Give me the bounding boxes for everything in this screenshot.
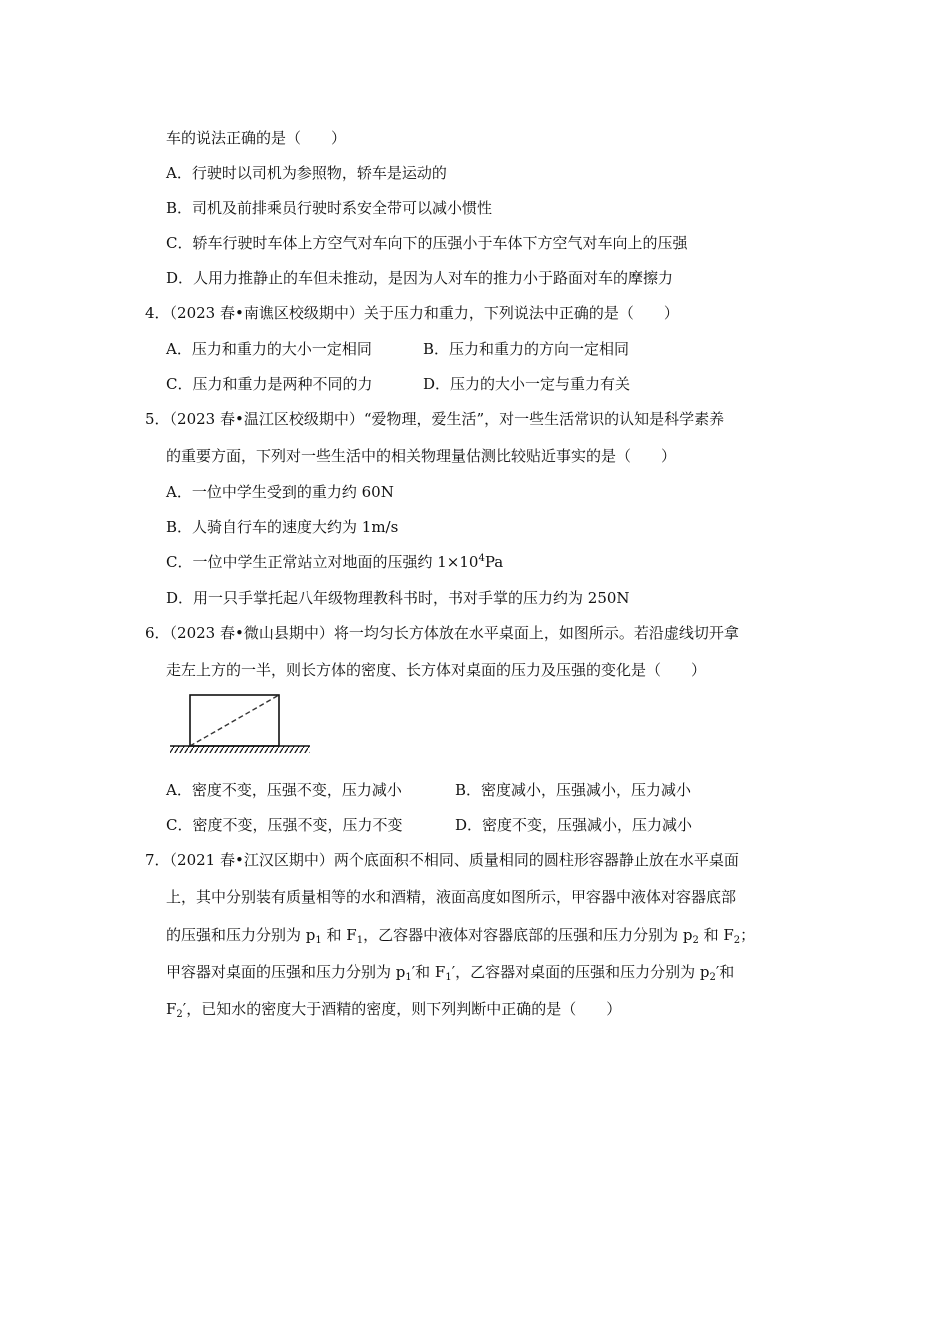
q7-line1: 7．（2021 春•江汉区期中）两个底面积不相同、质量相同的圆柱形容器静止放在水平桌面 [145,851,739,869]
q4-options-row1 [166,339,866,359]
q6-option-a: A．密度不变，压强不变，压力减小 [166,781,402,799]
q3-option-b: B．司机及前排乘员行驶时系安全带可以减小惯性 [166,199,493,217]
q4-option-a: A．压力和重力的大小一定相同 [166,340,372,358]
q4-option-b: B．压力和重力的方向一定相同 [423,340,630,358]
q7-line2: 上，其中分别装有质量相等的水和酒精，液面高度如图所示，甲容器中液体对容器底部 [166,888,737,906]
q5-option-c-exponent: 4 [478,553,485,564]
q6-stem-line1: 6．（2023 春•微山县期中）将一均匀长方体放在水平桌面上，如图所示。若沿虚线切开拿 [145,624,739,642]
q5-option-d: D．用一只手掌托起八年级物理教科书时，书对手掌的压力约为 250N [166,589,630,607]
q3-option-c: C．轿车行驶时车体上方空气对车向下的压强小于车体下方空气对车向上的压强 [166,234,688,252]
q7-line3: 的压强和压力分别为 $p_1$ 和 $F_1$，乙容器中液体对容器底部的压强和压力分别为 $p_2$ 和 $F_2$； [166,926,756,946]
q3-option-a: A．行驶时以司机为参照物，轿车是运动的 [166,164,447,182]
q5-option-a: A．一位中学生受到的重力约 60N [166,483,394,501]
q6-options-row2 [166,815,866,835]
q7-line4: 甲容器对桌面的压强和压力分别为 $p_1'$和 $F_1'$，乙容器对桌面的压强和压力分别为 $p_2'$和 [166,963,735,983]
q6-options-row1 [166,780,866,800]
q3-option-d: D．人用力推静止的车但未推动，是因为人对车的推力小于路面对车的摩擦力 [166,269,674,287]
q5-option-b: B．人骑自行车的速度大约为 1m/s [166,518,399,536]
q7-line5: $F_2'$，已知水的密度大于酒精的密度，则下列判断中正确的是（ ） [166,1000,622,1020]
q5-stem-line1: 5．（2023 春•温江区校级期中）“爱物理，爱生活”，对一些生活常识的认知是科学素养 [145,410,725,428]
q6-figure-block-on-table [168,692,314,754]
q6-option-b: B．密度减小，压强减小，压力减小 [455,781,692,799]
q6-option-c: C．密度不变，压强不变，压力不变 [166,816,403,834]
q4-option-d: D．压力的大小一定与重力有关 [423,375,631,393]
q5-stem-line2: 的重要方面，下列对一些生活中的相关物理量估测比较贴近事实的是（ ） [166,447,677,465]
q5-option-c-text: C．一位中学生正常站立对地面的压强约 1×10 [166,553,479,571]
q4-stem: 4．（2023 春•南谯区校级期中）关于压力和重力，下列说法中正确的是（ ） [145,304,679,322]
q5-option-c-unit: Pa [484,553,504,571]
q4-option-c: C．压力和重力是两种不同的力 [166,375,373,393]
q3-stem-tail: 车的说法正确的是（ ） [166,129,347,147]
q6-stem-line2: 走左上方的一半，则长方体的密度、长方体对桌面的压力及压强的变化是（ ） [166,661,707,679]
q6-option-d: D．密度不变，压强减小，压力减小 [455,816,693,834]
q4-options-row2 [166,374,866,394]
q5-option-c [166,552,503,572]
q6-table-surface [170,746,310,753]
